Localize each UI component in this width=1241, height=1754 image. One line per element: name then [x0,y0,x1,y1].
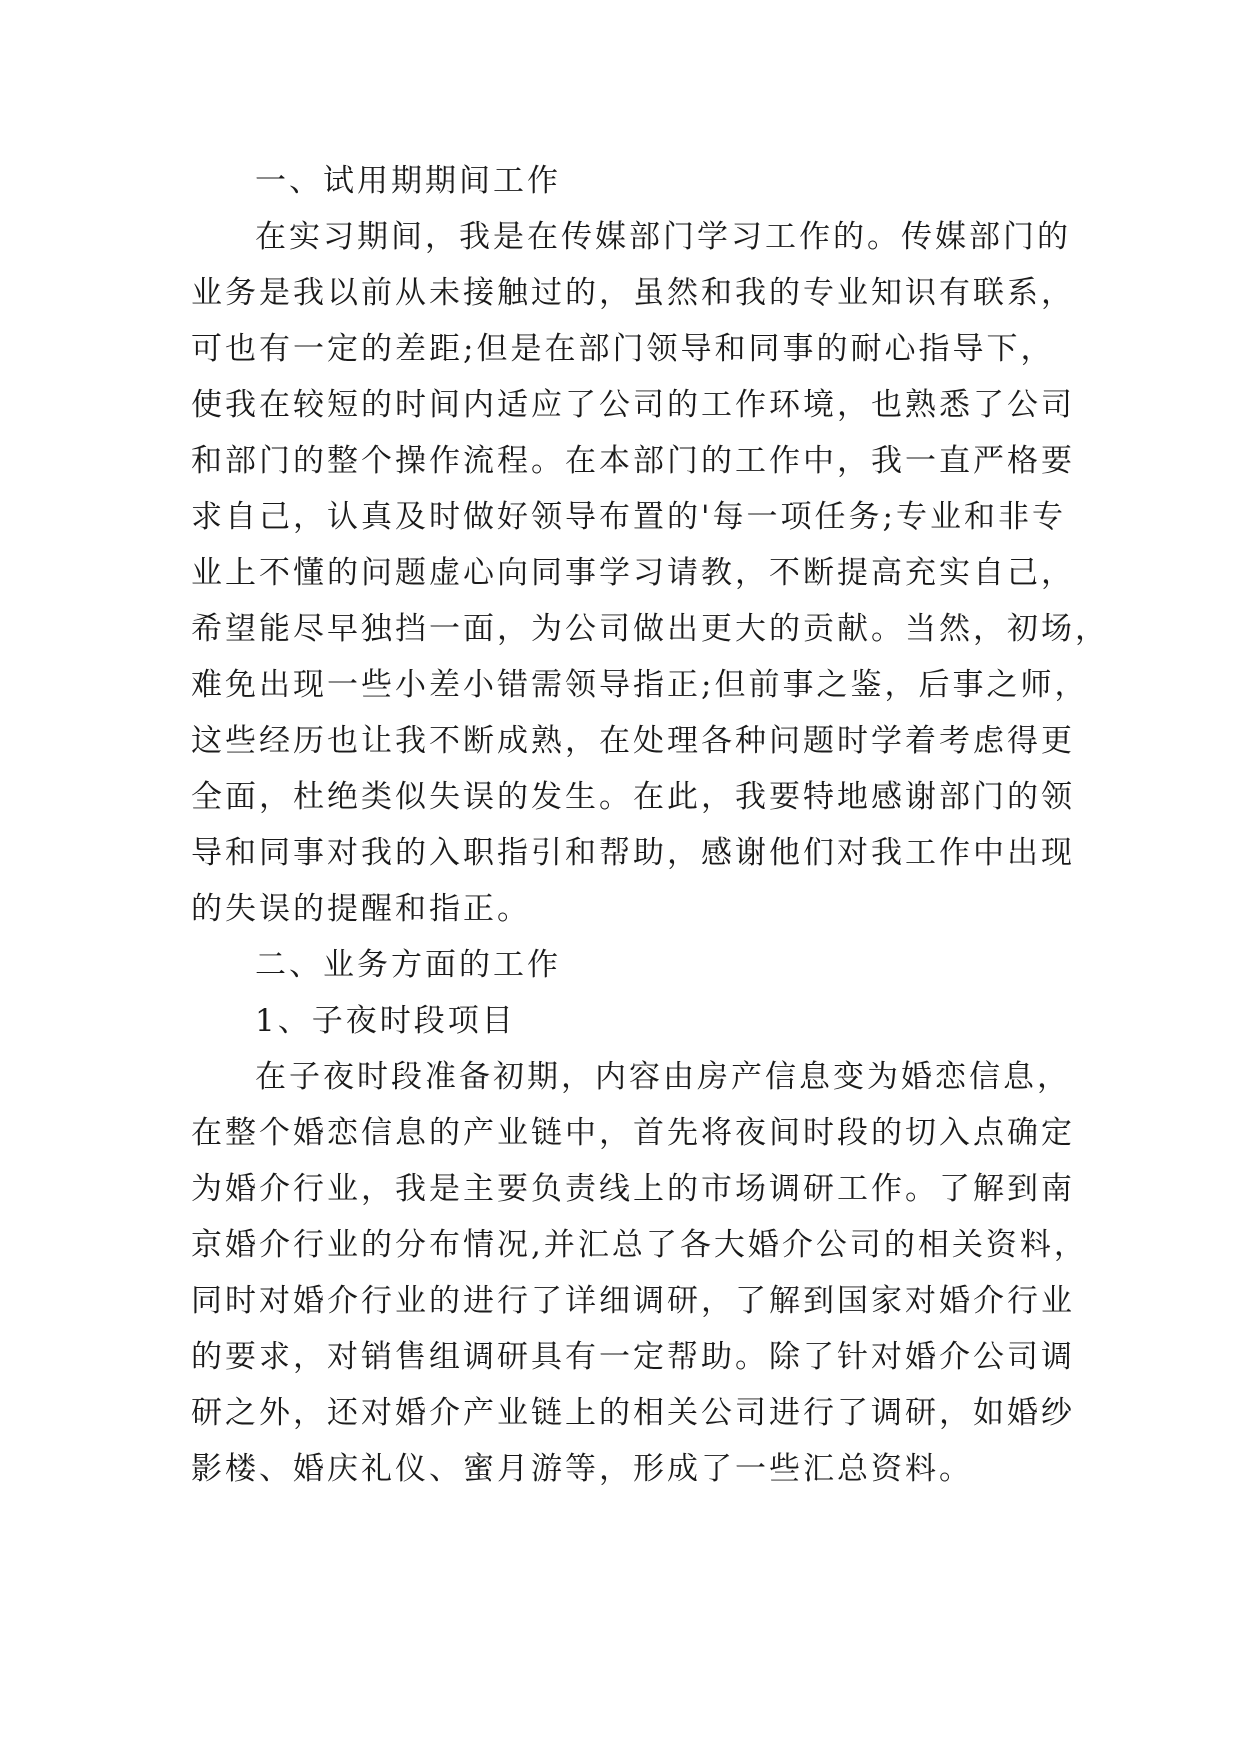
paragraph-line: 在实习期间，我是在传媒部门学习工作的。传媒部门的 [255,219,1071,255]
paragraph-line: 在子夜时段准备初期，内容由房产信息变为婚恋信息， [255,1059,1071,1095]
paragraph-line: 的失误的提醒和指正。 [191,891,531,927]
section-heading-1: 一、试用期期间工作 [255,163,561,199]
paragraph-line: 京婚介行业的分布情况,并汇总了各大婚介公司的相关资料， [191,1227,1088,1263]
paragraph-line: 可也有一定的差距;但是在部门领导和同事的耐心指导下， [191,331,1055,367]
paragraph-line: 希望能尽早独挡一面，为公司做出更大的贡献。当然，初场， [191,611,1109,647]
paragraph-line: 全面，杜绝类似失误的发生。在此，我要特地感谢部门的领 [191,779,1075,815]
paragraph-line: 使我在较短的时间内适应了公司的工作环境，也熟悉了公司 [191,387,1075,423]
paragraph-line: 同时对婚介行业的进行了详细调研，了解到国家对婚介行业 [191,1283,1075,1319]
paragraph-line: 影楼、婚庆礼仪、蜜月游等，形成了一些汇总资料。 [191,1451,973,1487]
paragraph-line: 业务是我以前从未接触过的，虽然和我的专业知识有联系， [191,275,1075,311]
document-body [191,153,1109,1497]
paragraph-line: 难免出现一些小差小错需领导指正;但前事之鉴，后事之师， [191,667,1089,703]
paragraph-line: 业上不懂的问题虚心向同事学习请教，不断提高充实自己， [191,555,1075,591]
paragraph-line: 在整个婚恋信息的产业链中，首先将夜间时段的切入点确定 [191,1115,1075,1151]
paragraph-line: 这些经历也让我不断成熟，在处理各种问题时学着考虑得更 [191,723,1075,759]
paragraph-midnight-project [191,1049,1088,1497]
paragraph-line: 为婚介行业，我是主要负责线上的市场调研工作。了解到南 [191,1171,1075,1207]
paragraph-line: 的要求，对销售组调研具有一定帮助。除了针对婚介公司调 [191,1339,1075,1375]
paragraph-line: 求自己，认真及时做好领导布置的'每一项任务;专业和非专 [191,499,1066,535]
section-heading-2: 二、业务方面的工作 [255,947,561,983]
paragraph-probation-work [191,209,1109,937]
paragraph-line: 导和同事对我的入职指引和帮助，感谢他们对我工作中出现 [191,835,1075,871]
subsection-heading-1: 1、子夜时段项目 [255,1003,516,1039]
paragraph-line: 研之外，还对婚介产业链上的相关公司进行了调研，如婚纱 [191,1395,1075,1431]
paragraph-line: 和部门的整个操作流程。在本部门的工作中，我一直严格要 [191,443,1075,479]
